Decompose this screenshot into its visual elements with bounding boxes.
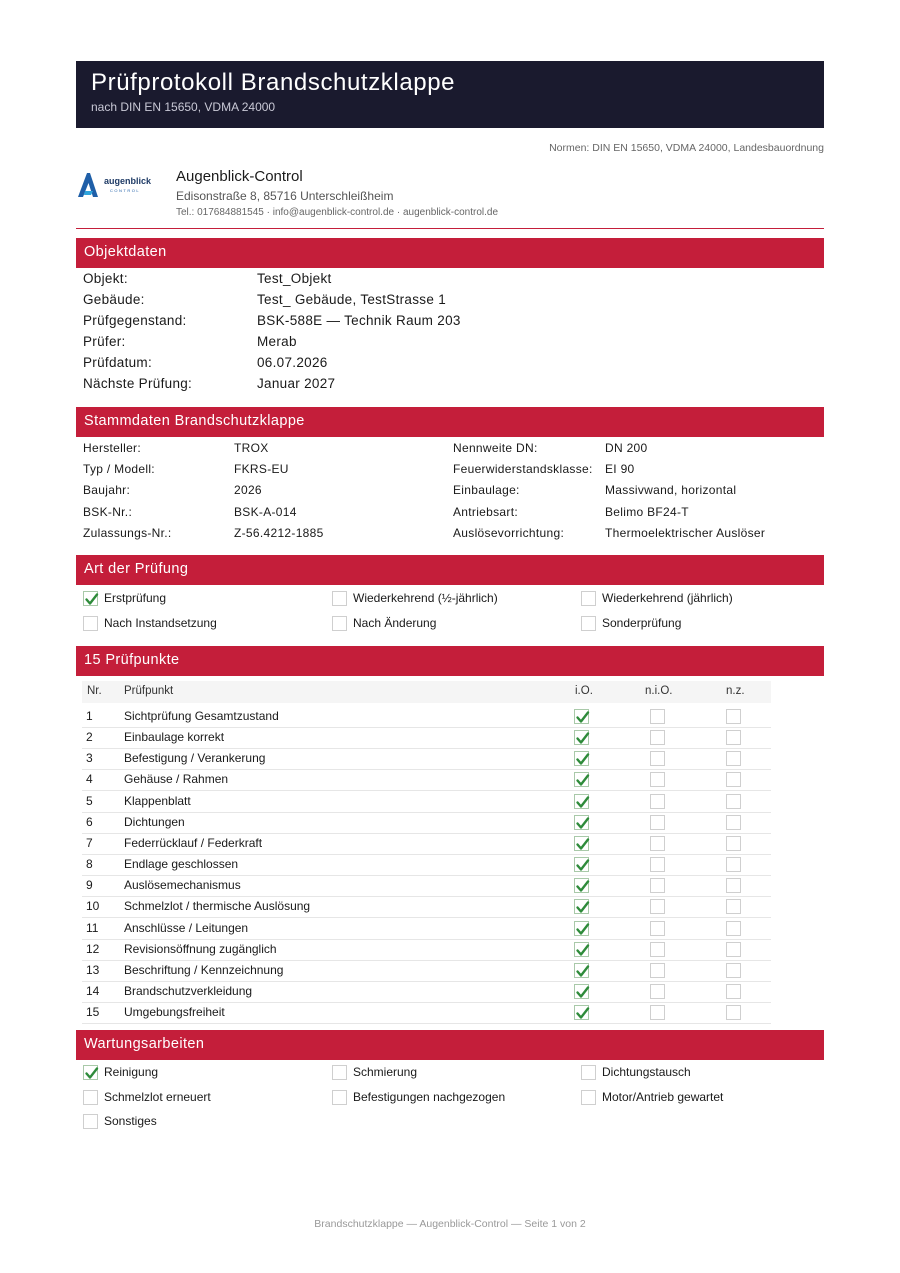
field-value: Z-56.4212-1885 (234, 525, 324, 540)
row-number: 1 (86, 709, 93, 723)
field-value: Thermoelektrischer Auslöser (605, 525, 766, 540)
option-label: Sonderprüfung (602, 615, 682, 630)
row-pruefpunkt: Einbaulage korrekt (124, 730, 225, 745)
field-label: Zulassungs-Nr.: (83, 525, 172, 540)
option-checkbox[interactable] (332, 591, 347, 606)
col-header-nio: n.i.O. (645, 685, 673, 697)
table-row (82, 854, 771, 876)
nio-checkbox[interactable] (650, 1005, 665, 1020)
table-row (82, 896, 771, 918)
field-value: 06.07.2026 (257, 355, 328, 370)
row-number: 8 (86, 857, 93, 872)
field-value: 2026 (234, 483, 262, 498)
option-label: Wiederkehrend (½-jährlich) (353, 591, 498, 605)
io-checkbox[interactable] (574, 963, 589, 978)
field-label: Einbaulage: (453, 483, 520, 498)
field-value: Test_ Gebäude, TestStrasse 1 (257, 292, 447, 307)
nio-checkbox[interactable] (650, 963, 665, 978)
option-checkbox[interactable] (332, 616, 347, 631)
option-label: Nach Instandsetzung (104, 615, 217, 630)
option-checkbox[interactable] (83, 1090, 98, 1105)
header-divider (76, 228, 824, 229)
table-row (82, 918, 771, 940)
option-checkbox[interactable] (581, 591, 596, 606)
table-row (82, 939, 771, 961)
row-pruefpunkt: Schmelzlot / thermische Auslösung (124, 899, 311, 914)
nz-checkbox[interactable] (726, 751, 741, 766)
nio-checkbox[interactable] (650, 751, 665, 766)
field-label: Prüfer: (83, 334, 126, 349)
nio-checkbox[interactable] (650, 984, 665, 999)
field-label: Gebäude: (83, 292, 145, 307)
option-label: Nach Änderung (353, 615, 437, 630)
io-checkbox[interactable] (574, 942, 589, 957)
option-checkbox[interactable] (581, 1090, 596, 1105)
col-header-pruefpunkt: Prüfpunkt (124, 685, 174, 697)
io-checkbox[interactable] (574, 836, 589, 851)
io-checkbox[interactable] (574, 1005, 589, 1020)
field-value: BSK-588E — Technik Raum 203 (257, 313, 461, 328)
row-pruefpunkt: Klappenblatt (124, 793, 191, 808)
option-label: Dichtungstausch (602, 1065, 691, 1079)
row-number: 4 (86, 772, 93, 787)
option-checkbox[interactable] (332, 1065, 347, 1080)
table-row (82, 981, 771, 1003)
option-checkbox[interactable] (83, 591, 98, 606)
table-row (82, 748, 771, 770)
section-stammdaten (76, 407, 824, 437)
io-checkbox[interactable] (574, 921, 589, 936)
option-checkbox[interactable] (83, 1114, 98, 1129)
nio-checkbox[interactable] (650, 857, 665, 872)
field-label: Hersteller: (83, 441, 141, 455)
field-label: Prüfdatum: (83, 355, 153, 370)
field-value: Belimo BF24-T (605, 504, 689, 519)
col-header-nz: n.z. (726, 685, 745, 697)
row-pruefpunkt: Revisionsöffnung zugänglich (124, 941, 277, 956)
option-label: Befestigungen nachgezogen (353, 1089, 506, 1104)
nio-checkbox[interactable] (650, 836, 665, 851)
row-number: 13 (86, 962, 100, 977)
row-number: 14 (86, 983, 100, 998)
option-label: Schmelzlot erneuert (104, 1089, 211, 1104)
company-contact: Tel.: 017684881545 · info@augenblick-control.de · augenblick-control.de (176, 207, 499, 218)
section-title: Stammdaten Brandschutzklappe (84, 413, 305, 429)
row-pruefpunkt: Federrücklauf / Federkraft (124, 835, 263, 850)
table-row (82, 875, 771, 897)
nz-checkbox[interactable] (726, 963, 741, 978)
field-value: Test_Objekt (257, 271, 332, 286)
nz-checkbox[interactable] (726, 730, 741, 745)
section-pruefpunkte (76, 646, 824, 676)
row-pruefpunkt: Auslösemechanismus (124, 878, 241, 893)
row-pruefpunkt: Beschriftung / Kennzeichnung (124, 962, 284, 977)
option-checkbox[interactable] (83, 616, 98, 631)
row-pruefpunkt: Brandschutzverkleidung (124, 983, 253, 998)
nz-checkbox[interactable] (726, 942, 741, 957)
document-subtitle: nach DIN EN 15650, VDMA 24000 (91, 100, 276, 114)
option-checkbox[interactable] (581, 1065, 596, 1080)
company-address: Edisonstraße 8, 85716 Unterschleißheim (176, 189, 394, 203)
io-checkbox[interactable] (574, 730, 589, 745)
field-value: FKRS-EU (234, 462, 289, 477)
option-label: Reinigung (104, 1065, 159, 1079)
section-wartungsarbeiten (76, 1030, 824, 1060)
io-checkbox[interactable] (574, 751, 589, 766)
table-row (82, 1002, 771, 1024)
row-number: 11 (86, 920, 99, 935)
field-value: BSK-A-014 (234, 504, 297, 519)
field-value: Januar 2027 (257, 376, 336, 391)
nz-checkbox[interactable] (726, 709, 741, 724)
field-label: Feuerwiderstandsklasse: (453, 462, 593, 477)
io-checkbox[interactable] (574, 815, 589, 830)
table-row (82, 833, 771, 855)
field-value: TROX (234, 441, 269, 455)
section-objektdaten (76, 238, 824, 268)
nz-checkbox[interactable] (726, 815, 741, 830)
section-title: 15 Prüfpunkte (84, 652, 180, 668)
logo-subword: CONTROL (110, 188, 141, 193)
nio-checkbox[interactable] (650, 709, 665, 724)
col-header-nr: Nr. (87, 685, 102, 697)
company-logo (76, 170, 160, 200)
document-title: Prüfprotokoll Brandschutzklappe (91, 69, 456, 96)
section-title: Art der Prüfung (84, 561, 189, 577)
io-checkbox[interactable] (574, 772, 589, 787)
page-footer: Brandschutzklappe — Augenblick-Control — Seite 1 von 2 (314, 1218, 586, 1230)
option-checkbox[interactable] (581, 616, 596, 631)
row-number: 15 (86, 1005, 100, 1020)
field-label: Prüfgegenstand: (83, 313, 187, 328)
col-header-io: i.O. (575, 685, 593, 697)
row-number: 9 (86, 878, 93, 893)
nz-checkbox[interactable] (726, 794, 741, 809)
company-name: Augenblick-Control (176, 168, 303, 185)
nz-checkbox[interactable] (726, 984, 741, 999)
nio-checkbox[interactable] (650, 878, 665, 893)
option-label: Motor/Antrieb gewartet (602, 1089, 724, 1104)
field-label: Baujahr: (83, 483, 131, 498)
row-number: 6 (86, 814, 93, 829)
nz-checkbox[interactable] (726, 921, 741, 936)
nio-checkbox[interactable] (650, 794, 665, 809)
field-label: Nächste Prüfung: (83, 376, 193, 391)
nz-checkbox[interactable] (726, 899, 741, 914)
io-checkbox[interactable] (574, 794, 589, 809)
row-number: 7 (86, 835, 93, 850)
option-label: Schmierung (353, 1065, 418, 1079)
logo-wordmark: augenblick (104, 176, 152, 186)
row-pruefpunkt: Endlage geschlossen (124, 857, 239, 872)
nio-checkbox[interactable] (650, 942, 665, 957)
row-pruefpunkt: Umgebungsfreiheit (124, 1005, 225, 1020)
field-label: Typ / Modell: (83, 462, 155, 477)
row-number: 10 (86, 899, 100, 914)
io-checkbox[interactable] (574, 984, 589, 999)
normen-note: Normen: DIN EN 15650, VDMA 24000, Landesbauordnung (549, 142, 824, 154)
nz-checkbox[interactable] (726, 836, 741, 851)
io-checkbox[interactable] (574, 878, 589, 893)
field-value: EI 90 (605, 462, 635, 477)
nio-checkbox[interactable] (650, 772, 665, 787)
field-value: DN 200 (605, 441, 648, 455)
table-row (82, 769, 771, 791)
section-art-der-pruefung (76, 555, 824, 585)
section-title: Objektdaten (84, 244, 167, 260)
section-title: Wartungsarbeiten (84, 1036, 205, 1052)
document-header (76, 61, 824, 128)
table-row (82, 812, 771, 834)
row-number: 5 (86, 793, 93, 808)
row-pruefpunkt: Dichtungen (124, 814, 185, 829)
io-checkbox[interactable] (574, 709, 589, 724)
option-label: Sonstiges (104, 1114, 157, 1128)
field-label: BSK-Nr.: (83, 504, 133, 519)
row-number: 12 (86, 941, 100, 956)
field-label: Objekt: (83, 271, 128, 286)
nio-checkbox[interactable] (650, 921, 665, 936)
nio-checkbox[interactable] (650, 899, 665, 914)
io-checkbox[interactable] (574, 857, 589, 872)
field-value: Massivwand, horizontal (605, 483, 737, 498)
nz-checkbox[interactable] (726, 878, 741, 893)
row-number: 2 (86, 730, 93, 745)
table-row (82, 960, 771, 982)
table-row (82, 727, 771, 749)
option-label: Wiederkehrend (jährlich) (602, 591, 733, 605)
io-checkbox[interactable] (574, 899, 589, 914)
option-checkbox[interactable] (332, 1090, 347, 1105)
row-pruefpunkt: Gehäuse / Rahmen (124, 772, 229, 787)
row-number: 3 (86, 751, 93, 766)
field-label: Antriebsart: (453, 504, 518, 519)
option-label: Erstprüfung (104, 591, 167, 605)
row-pruefpunkt: Anschlüsse / Leitungen (124, 920, 249, 935)
table-row (82, 706, 771, 728)
nz-checkbox[interactable] (726, 1005, 741, 1020)
nz-checkbox[interactable] (726, 857, 741, 872)
table-row (82, 791, 771, 813)
nio-checkbox[interactable] (650, 730, 665, 745)
field-label: Nennweite DN: (453, 441, 538, 455)
nio-checkbox[interactable] (650, 815, 665, 830)
row-pruefpunkt: Befestigung / Verankerung (124, 751, 266, 766)
company-block (176, 168, 498, 218)
field-label: Auslösevorrichtung: (453, 525, 565, 540)
field-value: Merab (257, 334, 297, 349)
nz-checkbox[interactable] (726, 772, 741, 787)
row-pruefpunkt: Sichtprüfung Gesamtzustand (124, 709, 279, 723)
option-checkbox[interactable] (83, 1065, 98, 1080)
